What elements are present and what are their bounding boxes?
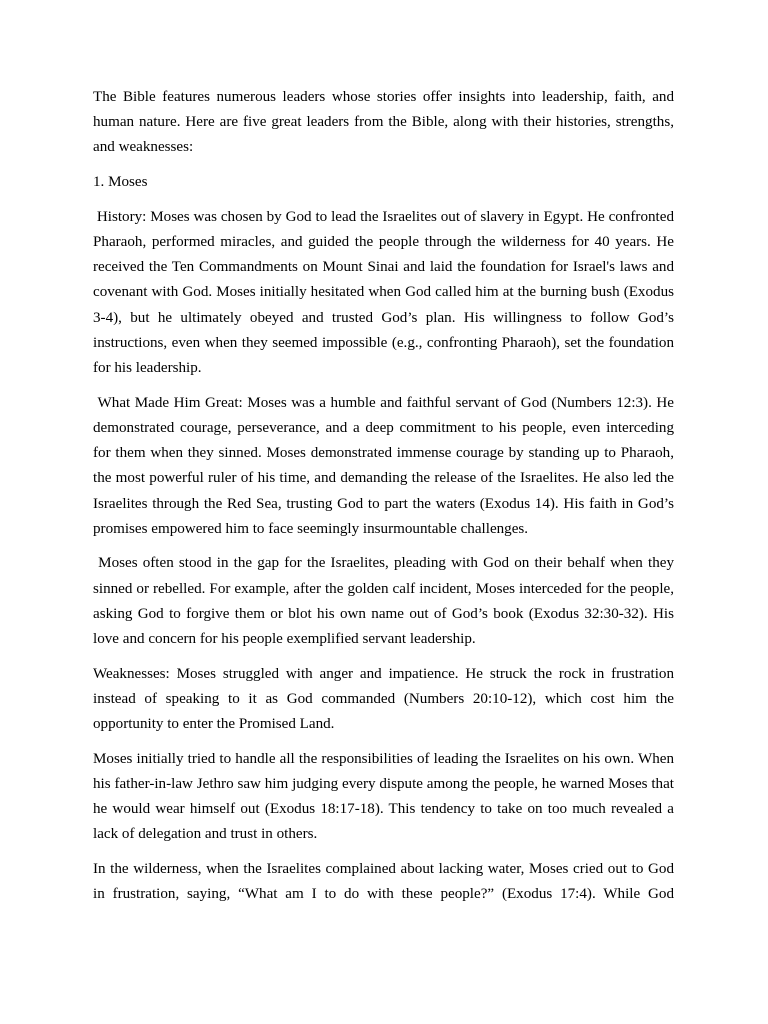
weaknesses-paragraph: Weaknesses: Moses struggled with anger and impatience. He struck the rock in frustration instead of speaking to it as God commanded (Numbers 20:10-12), which cost him the opportunity to enter the Promised Land.	[93, 665, 674, 733]
intro-paragraph: The Bible features numerous leaders whose stories offer insights into leadership, faith, and human nature. Here are five great leaders from the Bible, along with their histories, strengths, and weaknesses:	[93, 89, 674, 156]
document-page	[93, 85, 674, 917]
greatness-paragraph: What Made Him Great: Moses was a humble and faithful servant of God (Numbers 12:3). He demonstrated courage, perseverance, and a deep commitment to his people, even interceding for them when they sinned. Moses demonstrated immense courage by standing up to Pharaoh, the most powerful ruler of his time, and demanding the release of the Israelites. He also led the Israelites through the Red Sea, trusting God to part the waters (Exodus 14). His faith in God’s promises empowered him to face seemingly insurmountable challenges.	[93, 394, 674, 537]
wilderness-paragraph: In the wilderness, when the Israelites complained about lacking water, Moses cried out to God in frustration, saying, “What am I to do with these people?” (Exodus 17:4). While God	[93, 861, 674, 903]
intercession-paragraph: Moses often stood in the gap for the Israelites, pleading with God on their behalf when they sinned or rebelled. For example, after the golden calf incident, Moses interceded for the people, asking God to forgive them or blot his own name out of God’s book (Exodus 32:30-32). His love and concern for his people exemplified servant leadership.	[93, 555, 674, 648]
history-paragraph: History: Moses was chosen by God to lead the Israelites out of slavery in Egypt. He confronted Pharaoh, performed miracles, and guided the people through the wilderness for 40 years. He received the Ten Commandments on Mount Sinai and laid the foundation for Israel's laws and covenant with God. Moses initially hesitated when God called him at the burning bush (Exodus 3-4), but he ultimately obeyed and trusted God’s plan. His willingness to follow God’s instructions, even when they seemed impossible (e.g., confronting Pharaoh), set the foundation for his leadership.	[93, 208, 674, 377]
delegation-paragraph: Moses initially tried to handle all the responsibilities of leading the Israelites on his own. When his father-in-law Jethro saw him judging every dispute among the people, he warned Moses that he would wear himself out (Exodus 18:17-18). This tendency to take on too much revealed a lack of delegation and trust in others.	[93, 750, 674, 843]
section-heading-moses: 1. Moses	[93, 174, 148, 191]
